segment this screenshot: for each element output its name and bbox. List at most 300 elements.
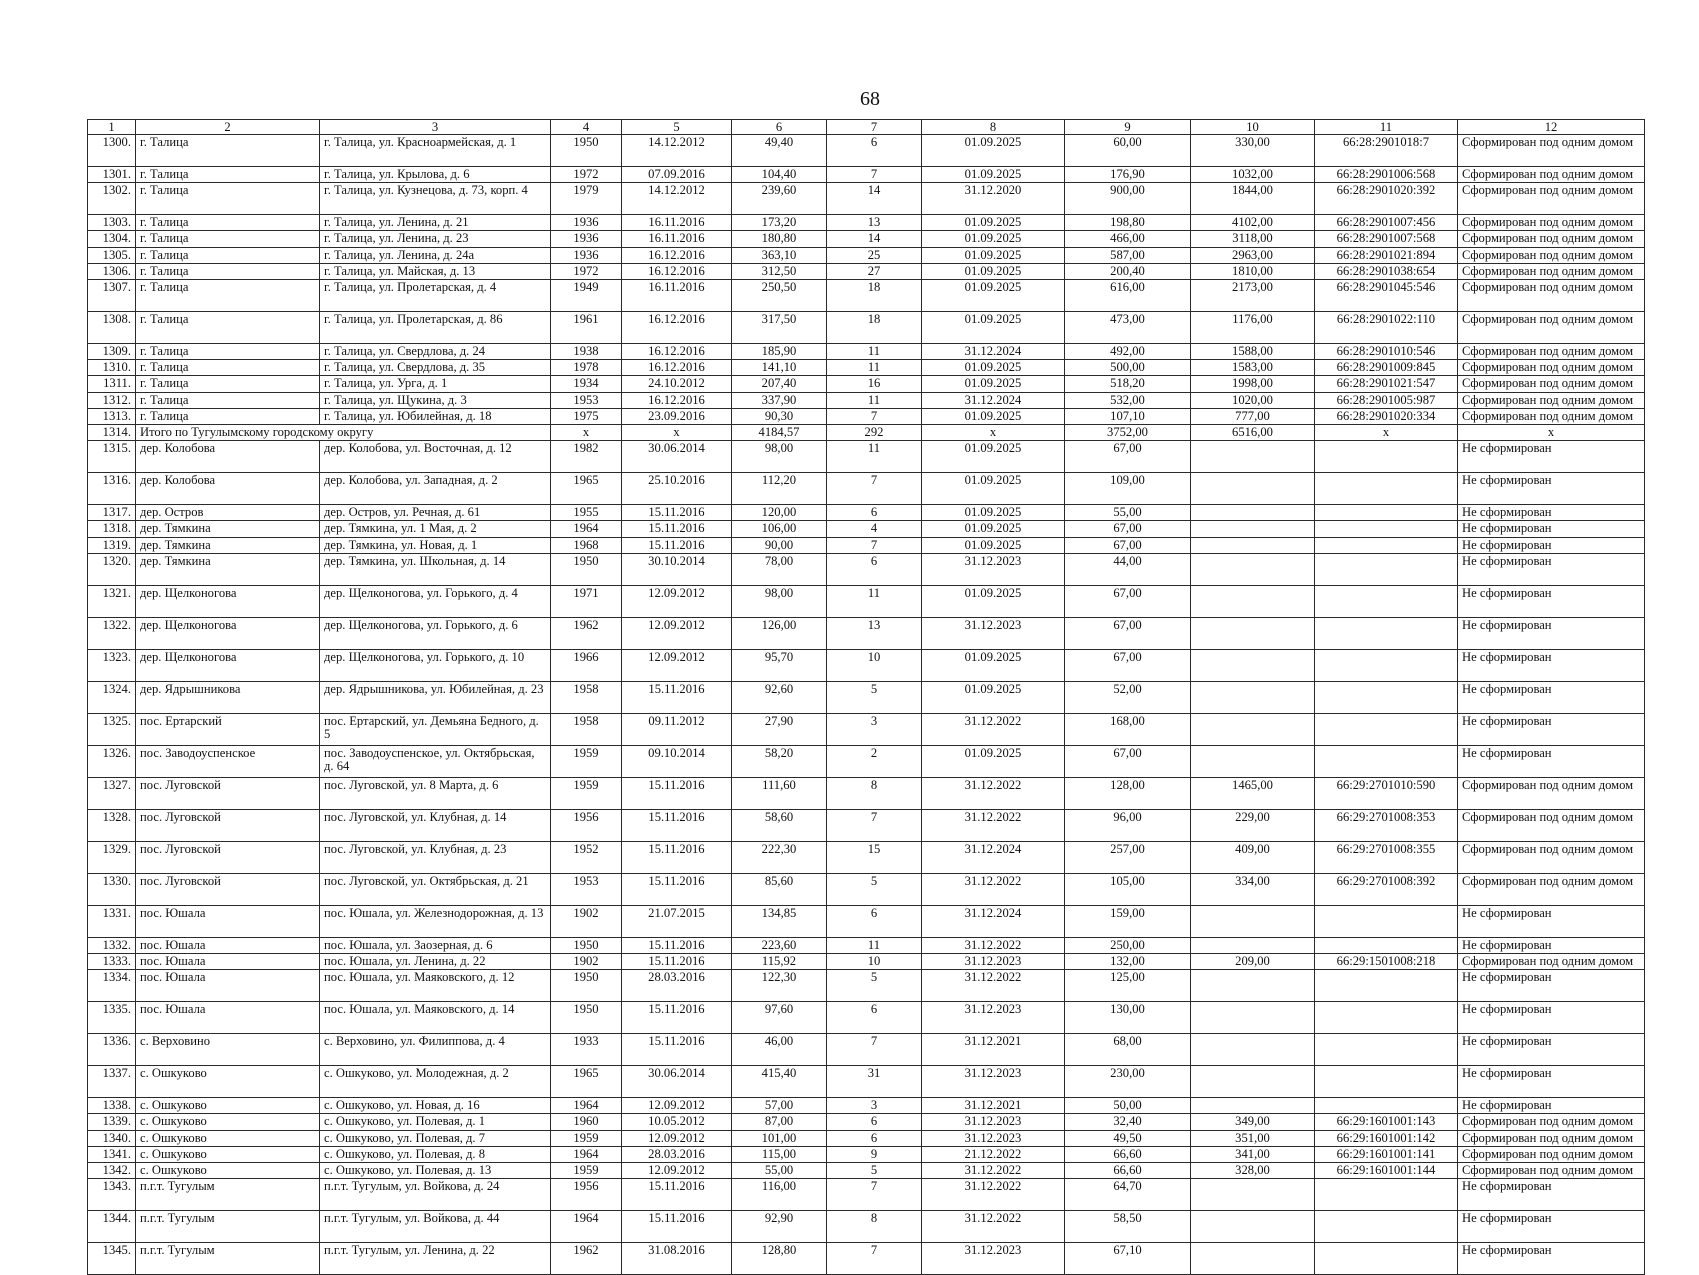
year-built-cell: 1978 bbox=[551, 360, 622, 376]
inspection-date-cell: 12.09.2012 bbox=[622, 1098, 732, 1114]
relocation-date-cell: 31.12.2023 bbox=[922, 553, 1065, 585]
housing-register-table bbox=[87, 119, 1645, 1275]
residents-count-cell: 18 bbox=[827, 280, 922, 312]
table-row bbox=[88, 1130, 1645, 1146]
row-number-cell: 1331. bbox=[88, 905, 136, 937]
table-row bbox=[88, 231, 1645, 247]
inspection-date-cell: 16.12.2016 bbox=[622, 360, 732, 376]
area-cell: 363,10 bbox=[732, 247, 827, 263]
relocation-date-cell: 31.12.2020 bbox=[922, 183, 1065, 215]
row-number-cell: 1307. bbox=[88, 280, 136, 312]
land-area-cell: 64,70 bbox=[1065, 1179, 1191, 1211]
address-cell: п.г.т. Тугулым, ул. Войкова, д. 24 bbox=[320, 1179, 551, 1211]
row-number-cell: 1316. bbox=[88, 473, 136, 505]
address-cell: дер. Колобова, ул. Восточная, д. 12 bbox=[320, 441, 551, 473]
cadastral-number-cell: 66:29:1601001:142 bbox=[1315, 1130, 1458, 1146]
land-plot-area-cell bbox=[1191, 937, 1315, 953]
address-cell: г. Талица, ул. Урга, д. 1 bbox=[320, 376, 551, 392]
settlement-cell: п.г.т. Тугулым bbox=[136, 1243, 320, 1275]
year-built-cell: 1964 bbox=[551, 1211, 622, 1243]
address-cell: с. Ошкуково, ул. Полевая, д. 8 bbox=[320, 1146, 551, 1162]
area-cell: 27,90 bbox=[732, 713, 827, 745]
row-number-cell: 1330. bbox=[88, 873, 136, 905]
area-cell: 58,20 bbox=[732, 745, 827, 777]
land-plot-area-cell: 777,00 bbox=[1191, 408, 1315, 424]
relocation-date-cell: 31.12.2024 bbox=[922, 905, 1065, 937]
land-area-cell: 50,00 bbox=[1065, 1098, 1191, 1114]
area-cell: 55,00 bbox=[732, 1163, 827, 1179]
address-cell: с. Ошкуково, ул. Полевая, д. 13 bbox=[320, 1163, 551, 1179]
area-cell: 128,80 bbox=[732, 1243, 827, 1275]
year-built-cell: 1953 bbox=[551, 873, 622, 905]
row-number-cell: 1311. bbox=[88, 376, 136, 392]
inspection-date-cell: 21.07.2015 bbox=[622, 905, 732, 937]
land-status-cell: Сформирован под одним домом bbox=[1458, 344, 1645, 360]
residents-count-cell: 16 bbox=[827, 376, 922, 392]
inspection-date-cell: 15.11.2016 bbox=[622, 1002, 732, 1034]
year-built-cell: 1950 bbox=[551, 135, 622, 167]
table-row bbox=[88, 905, 1645, 937]
area-cell: 207,40 bbox=[732, 376, 827, 392]
relocation-date-cell: 31.12.2021 bbox=[922, 1034, 1065, 1066]
cadastral-number-cell bbox=[1315, 970, 1458, 1002]
year-built-cell: 1972 bbox=[551, 263, 622, 279]
row-number-cell: 1343. bbox=[88, 1179, 136, 1211]
cadastral-number-cell: 66:29:2701010:590 bbox=[1315, 777, 1458, 809]
cadastral-number-cell bbox=[1315, 585, 1458, 617]
inspection-date-cell: 31.08.2016 bbox=[622, 1243, 732, 1275]
land-plot-area-cell: 409,00 bbox=[1191, 841, 1315, 873]
relocation-date-cell: 31.12.2024 bbox=[922, 344, 1065, 360]
year-built-cell: 1972 bbox=[551, 167, 622, 183]
inspection-date-cell: 15.11.2016 bbox=[622, 521, 732, 537]
cadastral-number-cell: 66:28:2901018:7 bbox=[1315, 135, 1458, 167]
inspection-date-cell: 15.11.2016 bbox=[622, 809, 732, 841]
row-number-cell: 1326. bbox=[88, 745, 136, 777]
total-cell: x bbox=[1315, 425, 1458, 441]
land-status-cell: Не сформирован bbox=[1458, 1034, 1645, 1066]
table-row bbox=[88, 873, 1645, 905]
land-area-cell: 176,90 bbox=[1065, 167, 1191, 183]
land-area-cell: 198,80 bbox=[1065, 215, 1191, 231]
row-number-cell: 1300. bbox=[88, 135, 136, 167]
land-area-cell: 67,00 bbox=[1065, 537, 1191, 553]
land-status-cell: Не сформирован bbox=[1458, 1098, 1645, 1114]
inspection-date-cell: 24.10.2012 bbox=[622, 376, 732, 392]
row-number-cell: 1328. bbox=[88, 809, 136, 841]
residents-count-cell: 6 bbox=[827, 135, 922, 167]
column-number: 5 bbox=[622, 120, 732, 135]
residents-count-cell: 7 bbox=[827, 809, 922, 841]
year-built-cell: 1934 bbox=[551, 376, 622, 392]
land-area-cell: 67,00 bbox=[1065, 745, 1191, 777]
relocation-date-cell: 31.12.2024 bbox=[922, 392, 1065, 408]
address-cell: пос. Юшала, ул. Заозерная, д. 6 bbox=[320, 937, 551, 953]
settlement-cell: дер. Тямкина bbox=[136, 537, 320, 553]
area-cell: 46,00 bbox=[732, 1034, 827, 1066]
cadastral-number-cell bbox=[1315, 649, 1458, 681]
row-number-cell: 1319. bbox=[88, 537, 136, 553]
land-status-cell: Сформирован под одним домом bbox=[1458, 809, 1645, 841]
relocation-date-cell: 01.09.2025 bbox=[922, 745, 1065, 777]
land-area-cell: 109,00 bbox=[1065, 473, 1191, 505]
residents-count-cell: 11 bbox=[827, 344, 922, 360]
total-area-cell: 4184,57 bbox=[732, 425, 827, 441]
area-cell: 126,00 bbox=[732, 617, 827, 649]
relocation-date-cell: 01.09.2025 bbox=[922, 585, 1065, 617]
land-status-cell: Не сформирован bbox=[1458, 1179, 1645, 1211]
land-plot-area-cell bbox=[1191, 681, 1315, 713]
year-built-cell: 1964 bbox=[551, 521, 622, 537]
row-number-cell: 1314. bbox=[88, 425, 136, 441]
table-row bbox=[88, 1243, 1645, 1275]
table-row bbox=[88, 777, 1645, 809]
address-cell: с. Ошкуково, ул. Новая, д. 16 bbox=[320, 1098, 551, 1114]
cadastral-number-cell bbox=[1315, 681, 1458, 713]
land-status-cell: Не сформирован bbox=[1458, 585, 1645, 617]
cadastral-number-cell bbox=[1315, 1179, 1458, 1211]
inspection-date-cell: 09.10.2014 bbox=[622, 745, 732, 777]
land-status-cell: Не сформирован bbox=[1458, 553, 1645, 585]
cadastral-number-cell bbox=[1315, 1211, 1458, 1243]
year-built-cell: 1961 bbox=[551, 312, 622, 344]
table-body bbox=[88, 120, 1645, 1275]
cadastral-number-cell: 66:29:1601001:143 bbox=[1315, 1114, 1458, 1130]
settlement-cell: пос. Юшала bbox=[136, 1002, 320, 1034]
land-status-cell: Не сформирован bbox=[1458, 1243, 1645, 1275]
residents-count-cell: 11 bbox=[827, 585, 922, 617]
year-built-cell: 1950 bbox=[551, 553, 622, 585]
inspection-date-cell: 28.03.2016 bbox=[622, 970, 732, 1002]
area-cell: 111,60 bbox=[732, 777, 827, 809]
year-built-cell: 1949 bbox=[551, 280, 622, 312]
address-cell: дер. Щелконогова, ул. Горького, д. 6 bbox=[320, 617, 551, 649]
row-number-cell: 1337. bbox=[88, 1066, 136, 1098]
year-built-cell: 1964 bbox=[551, 1098, 622, 1114]
inspection-date-cell: 12.09.2012 bbox=[622, 1130, 732, 1146]
cadastral-number-cell: 66:28:2901020:334 bbox=[1315, 408, 1458, 424]
area-cell: 90,00 bbox=[732, 537, 827, 553]
cadastral-number-cell bbox=[1315, 537, 1458, 553]
table-row bbox=[88, 841, 1645, 873]
year-built-cell: 1965 bbox=[551, 1066, 622, 1098]
land-status-cell: Сформирован под одним домом bbox=[1458, 873, 1645, 905]
table-row bbox=[88, 1066, 1645, 1098]
inspection-date-cell: 12.09.2012 bbox=[622, 617, 732, 649]
residents-count-cell: 7 bbox=[827, 1034, 922, 1066]
settlement-cell: пос. Луговской bbox=[136, 841, 320, 873]
relocation-date-cell: 31.12.2023 bbox=[922, 954, 1065, 970]
inspection-date-cell: 12.09.2012 bbox=[622, 1163, 732, 1179]
settlement-cell: пос. Юшала bbox=[136, 970, 320, 1002]
settlement-cell: п.г.т. Тугулым bbox=[136, 1179, 320, 1211]
land-area-cell: 58,50 bbox=[1065, 1211, 1191, 1243]
area-cell: 250,50 bbox=[732, 280, 827, 312]
land-plot-area-cell: 2963,00 bbox=[1191, 247, 1315, 263]
land-plot-area-cell: 1810,00 bbox=[1191, 263, 1315, 279]
land-area-cell: 55,00 bbox=[1065, 505, 1191, 521]
address-cell: пос. Юшала, ул. Маяковского, д. 12 bbox=[320, 970, 551, 1002]
residents-count-cell: 3 bbox=[827, 1098, 922, 1114]
residents-count-cell: 14 bbox=[827, 231, 922, 247]
table-row bbox=[88, 809, 1645, 841]
residents-count-cell: 11 bbox=[827, 937, 922, 953]
row-number-cell: 1345. bbox=[88, 1243, 136, 1275]
column-number: 10 bbox=[1191, 120, 1315, 135]
settlement-cell: г. Талица bbox=[136, 392, 320, 408]
settlement-cell: пос. Луговской bbox=[136, 809, 320, 841]
residents-count-cell: 10 bbox=[827, 649, 922, 681]
settlement-cell: пос. Юшала bbox=[136, 954, 320, 970]
area-cell: 115,00 bbox=[732, 1146, 827, 1162]
land-plot-area-cell bbox=[1191, 473, 1315, 505]
land-status-cell: Сформирован под одним домом bbox=[1458, 360, 1645, 376]
residents-count-cell: 6 bbox=[827, 553, 922, 585]
table-row bbox=[88, 537, 1645, 553]
address-cell: пос. Луговской, ул. Клубная, д. 23 bbox=[320, 841, 551, 873]
area-cell: 141,10 bbox=[732, 360, 827, 376]
year-built-cell: 1952 bbox=[551, 841, 622, 873]
area-cell: 223,60 bbox=[732, 937, 827, 953]
settlement-cell: пос. Луговской bbox=[136, 777, 320, 809]
settlement-cell: дер. Тямкина bbox=[136, 553, 320, 585]
inspection-date-cell: 09.11.2012 bbox=[622, 713, 732, 745]
relocation-date-cell: 31.12.2023 bbox=[922, 1066, 1065, 1098]
land-area-cell: 200,40 bbox=[1065, 263, 1191, 279]
inspection-date-cell: 14.12.2012 bbox=[622, 183, 732, 215]
area-cell: 222,30 bbox=[732, 841, 827, 873]
address-cell: пос. Луговской, ул. Октябрьская, д. 21 bbox=[320, 873, 551, 905]
table-row bbox=[88, 649, 1645, 681]
land-area-cell: 107,10 bbox=[1065, 408, 1191, 424]
area-cell: 58,60 bbox=[732, 809, 827, 841]
address-cell: г. Талица, ул. Юбилейная, д. 18 bbox=[320, 408, 551, 424]
address-cell: дер. Тямкина, ул. 1 Мая, д. 2 bbox=[320, 521, 551, 537]
inspection-date-cell: 30.06.2014 bbox=[622, 441, 732, 473]
year-built-cell: 1950 bbox=[551, 970, 622, 1002]
inspection-date-cell: 16.12.2016 bbox=[622, 247, 732, 263]
land-status-cell: Не сформирован bbox=[1458, 537, 1645, 553]
settlement-cell: дер. Щелконогова bbox=[136, 585, 320, 617]
total-land-area-cell: 3752,00 bbox=[1065, 425, 1191, 441]
residents-count-cell: 6 bbox=[827, 1130, 922, 1146]
land-status-cell: Сформирован под одним домом bbox=[1458, 135, 1645, 167]
cadastral-number-cell: 66:29:1601001:141 bbox=[1315, 1146, 1458, 1162]
area-cell: 87,00 bbox=[732, 1114, 827, 1130]
cadastral-number-cell: 66:29:2701008:355 bbox=[1315, 841, 1458, 873]
area-cell: 92,90 bbox=[732, 1211, 827, 1243]
table-row bbox=[88, 247, 1645, 263]
row-number-cell: 1342. bbox=[88, 1163, 136, 1179]
total-residents-cell: 292 bbox=[827, 425, 922, 441]
area-cell: 98,00 bbox=[732, 441, 827, 473]
area-cell: 185,90 bbox=[732, 344, 827, 360]
relocation-date-cell: 31.12.2023 bbox=[922, 1130, 1065, 1146]
address-cell: г. Талица, ул. Пролетарская, д. 86 bbox=[320, 312, 551, 344]
relocation-date-cell: 21.12.2022 bbox=[922, 1146, 1065, 1162]
total-label-cell: Итого по Тугулымскому городскому округу bbox=[136, 425, 551, 441]
year-built-cell: 1955 bbox=[551, 505, 622, 521]
address-cell: пос. Луговской, ул. Клубная, д. 14 bbox=[320, 809, 551, 841]
land-plot-area-cell: 1583,00 bbox=[1191, 360, 1315, 376]
inspection-date-cell: 15.11.2016 bbox=[622, 1211, 732, 1243]
area-cell: 115,92 bbox=[732, 954, 827, 970]
cadastral-number-cell bbox=[1315, 1034, 1458, 1066]
relocation-date-cell: 31.12.2022 bbox=[922, 937, 1065, 953]
table-row bbox=[88, 473, 1645, 505]
relocation-date-cell: 31.12.2022 bbox=[922, 777, 1065, 809]
year-built-cell: 1966 bbox=[551, 649, 622, 681]
settlement-cell: г. Талица bbox=[136, 360, 320, 376]
address-cell: г. Талица, ул. Свердлова, д. 24 bbox=[320, 344, 551, 360]
land-status-cell: Сформирован под одним домом bbox=[1458, 167, 1645, 183]
address-cell: п.г.т. Тугулым, ул. Войкова, д. 44 bbox=[320, 1211, 551, 1243]
cadastral-number-cell: 66:28:2901007:456 bbox=[1315, 215, 1458, 231]
row-number-cell: 1303. bbox=[88, 215, 136, 231]
land-plot-area-cell bbox=[1191, 1034, 1315, 1066]
land-area-cell: 60,00 bbox=[1065, 135, 1191, 167]
land-plot-area-cell: 3118,00 bbox=[1191, 231, 1315, 247]
land-status-cell: Не сформирован bbox=[1458, 441, 1645, 473]
residents-count-cell: 4 bbox=[827, 521, 922, 537]
settlement-cell: дер. Колобова bbox=[136, 473, 320, 505]
total-plot-area-cell: 6516,00 bbox=[1191, 425, 1315, 441]
address-cell: дер. Остров, ул. Речная, д. 61 bbox=[320, 505, 551, 521]
land-plot-area-cell: 1844,00 bbox=[1191, 183, 1315, 215]
settlement-cell: п.г.т. Тугулым bbox=[136, 1211, 320, 1243]
cadastral-number-cell: 66:28:2901009:845 bbox=[1315, 360, 1458, 376]
table-row bbox=[88, 1114, 1645, 1130]
inspection-date-cell: 30.06.2014 bbox=[622, 1066, 732, 1098]
cadastral-number-cell bbox=[1315, 1066, 1458, 1098]
table-row bbox=[88, 505, 1645, 521]
inspection-date-cell: 16.12.2016 bbox=[622, 263, 732, 279]
residents-count-cell: 18 bbox=[827, 312, 922, 344]
relocation-date-cell: 31.12.2022 bbox=[922, 1211, 1065, 1243]
row-number-cell: 1327. bbox=[88, 777, 136, 809]
year-built-cell: 1956 bbox=[551, 1179, 622, 1211]
land-plot-area-cell: 330,00 bbox=[1191, 135, 1315, 167]
area-cell: 85,60 bbox=[732, 873, 827, 905]
column-number: 1 bbox=[88, 120, 136, 135]
land-area-cell: 168,00 bbox=[1065, 713, 1191, 745]
address-cell: с. Ошкуково, ул. Молодежная, д. 2 bbox=[320, 1066, 551, 1098]
table-row bbox=[88, 1211, 1645, 1243]
residents-count-cell: 25 bbox=[827, 247, 922, 263]
address-cell: пос. Юшала, ул. Железнодорожная, д. 13 bbox=[320, 905, 551, 937]
residents-count-cell: 6 bbox=[827, 905, 922, 937]
land-area-cell: 616,00 bbox=[1065, 280, 1191, 312]
address-cell: с. Верховино, ул. Филиппова, д. 4 bbox=[320, 1034, 551, 1066]
residents-count-cell: 7 bbox=[827, 408, 922, 424]
land-area-cell: 900,00 bbox=[1065, 183, 1191, 215]
year-built-cell: 1975 bbox=[551, 408, 622, 424]
relocation-date-cell: 01.09.2025 bbox=[922, 167, 1065, 183]
table-row bbox=[88, 215, 1645, 231]
year-built-cell: 1936 bbox=[551, 215, 622, 231]
area-cell: 98,00 bbox=[732, 585, 827, 617]
settlement-cell: дер. Остров bbox=[136, 505, 320, 521]
cadastral-number-cell: 66:28:2901005:987 bbox=[1315, 392, 1458, 408]
row-number-cell: 1317. bbox=[88, 505, 136, 521]
land-plot-area-cell bbox=[1191, 745, 1315, 777]
inspection-date-cell: 15.11.2016 bbox=[622, 777, 732, 809]
inspection-date-cell: 15.11.2016 bbox=[622, 937, 732, 953]
address-cell: дер. Тямкина, ул. Школьная, д. 14 bbox=[320, 553, 551, 585]
area-cell: 49,40 bbox=[732, 135, 827, 167]
row-number-cell: 1302. bbox=[88, 183, 136, 215]
cadastral-number-cell: 66:28:2901021:894 bbox=[1315, 247, 1458, 263]
land-plot-area-cell: 328,00 bbox=[1191, 1163, 1315, 1179]
land-area-cell: 128,00 bbox=[1065, 777, 1191, 809]
address-cell: пос. Луговской, ул. 8 Марта, д. 6 bbox=[320, 777, 551, 809]
settlement-cell: г. Талица bbox=[136, 135, 320, 167]
table-row bbox=[88, 1179, 1645, 1211]
land-plot-area-cell: 1588,00 bbox=[1191, 344, 1315, 360]
residents-count-cell: 2 bbox=[827, 745, 922, 777]
inspection-date-cell: 23.09.2016 bbox=[622, 408, 732, 424]
area-cell: 116,00 bbox=[732, 1179, 827, 1211]
residents-count-cell: 7 bbox=[827, 537, 922, 553]
table-row bbox=[88, 1098, 1645, 1114]
land-plot-area-cell bbox=[1191, 1211, 1315, 1243]
cadastral-number-cell bbox=[1315, 505, 1458, 521]
row-number-cell: 1310. bbox=[88, 360, 136, 376]
inspection-date-cell: 12.09.2012 bbox=[622, 649, 732, 681]
cadastral-number-cell bbox=[1315, 905, 1458, 937]
row-number-cell: 1304. bbox=[88, 231, 136, 247]
row-number-cell: 1313. bbox=[88, 408, 136, 424]
area-cell: 415,40 bbox=[732, 1066, 827, 1098]
row-number-cell: 1329. bbox=[88, 841, 136, 873]
row-number-cell: 1312. bbox=[88, 392, 136, 408]
land-plot-area-cell bbox=[1191, 905, 1315, 937]
residents-count-cell: 13 bbox=[827, 215, 922, 231]
cadastral-number-cell: 66:28:2901038:654 bbox=[1315, 263, 1458, 279]
land-plot-area-cell: 1176,00 bbox=[1191, 312, 1315, 344]
table-row bbox=[88, 1163, 1645, 1179]
address-cell: г. Талица, ул. Пролетарская, д. 4 bbox=[320, 280, 551, 312]
land-status-cell: Сформирован под одним домом bbox=[1458, 1114, 1645, 1130]
table-row bbox=[88, 312, 1645, 344]
land-area-cell: 500,00 bbox=[1065, 360, 1191, 376]
row-number-cell: 1323. bbox=[88, 649, 136, 681]
land-status-cell: Сформирован под одним домом bbox=[1458, 183, 1645, 215]
land-status-cell: Не сформирован bbox=[1458, 713, 1645, 745]
relocation-date-cell: 31.12.2024 bbox=[922, 841, 1065, 873]
cadastral-number-cell: 66:29:1501008:218 bbox=[1315, 954, 1458, 970]
relocation-date-cell: 01.09.2025 bbox=[922, 247, 1065, 263]
area-cell: 104,40 bbox=[732, 167, 827, 183]
relocation-date-cell: 31.12.2023 bbox=[922, 1114, 1065, 1130]
settlement-cell: с. Верховино bbox=[136, 1034, 320, 1066]
land-plot-area-cell bbox=[1191, 1066, 1315, 1098]
residents-count-cell: 5 bbox=[827, 681, 922, 713]
column-number: 4 bbox=[551, 120, 622, 135]
relocation-date-cell: 31.12.2022 bbox=[922, 1163, 1065, 1179]
cadastral-number-cell: 66:28:2901007:568 bbox=[1315, 231, 1458, 247]
residents-count-cell: 5 bbox=[827, 970, 922, 1002]
inspection-date-cell: 12.09.2012 bbox=[622, 585, 732, 617]
residents-count-cell: 10 bbox=[827, 954, 922, 970]
row-number-cell: 1325. bbox=[88, 713, 136, 745]
residents-count-cell: 5 bbox=[827, 1163, 922, 1179]
table-row bbox=[88, 183, 1645, 215]
area-cell: 78,00 bbox=[732, 553, 827, 585]
land-area-cell: 250,00 bbox=[1065, 937, 1191, 953]
column-number: 2 bbox=[136, 120, 320, 135]
residents-count-cell: 11 bbox=[827, 441, 922, 473]
